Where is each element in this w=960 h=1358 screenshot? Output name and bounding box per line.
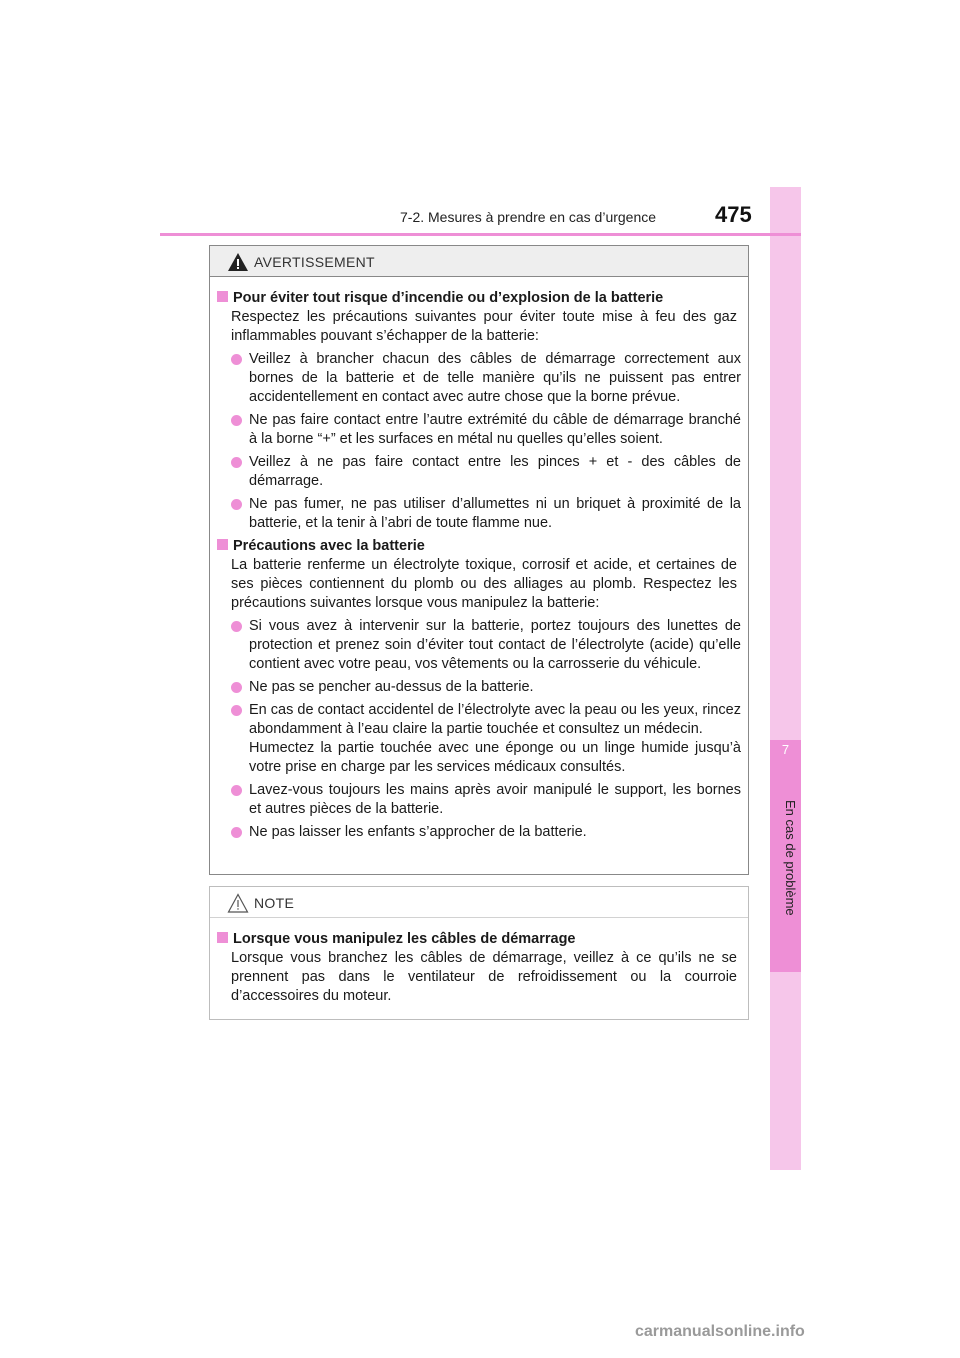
bullet-dot-icon — [231, 705, 242, 716]
square-bullet-icon — [217, 932, 228, 943]
header-rule — [160, 233, 801, 236]
section-text: Lorsque vous branchez les câbles de démarrage, veillez à ce qu’ils ne se prennent pas dans le ventilateur de refroidissement ou la courroie d’accessoires du moteur. — [231, 950, 737, 1004]
bullet-dot-icon — [231, 499, 242, 510]
section-title: 7-2. Mesures à prendre en cas d’urgence — [400, 209, 657, 225]
square-bullet-icon — [217, 291, 228, 302]
bullet-dot-icon — [231, 621, 242, 632]
chapter-label: En cas de problème — [783, 800, 798, 916]
bullet-dot-icon — [231, 785, 242, 796]
list-item-text: Ne pas laisser les enfants s’approcher de la batterie. — [249, 824, 587, 840]
warning-box — [209, 245, 749, 875]
note-header — [210, 887, 748, 918]
list-item-text-main: En cas de contact accidentel de l’électrolyte avec la peau ou les yeux, rincez abondamment à l’eau claire la partie touchée et consultez un médecin. — [249, 702, 741, 737]
note-box — [209, 886, 749, 1020]
note-title: NOTE — [254, 895, 295, 911]
page-number: 475 — [715, 202, 752, 227]
warning-title: AVERTISSEMENT — [254, 254, 375, 270]
bullet-dot-icon — [231, 415, 242, 426]
section-heading-text: Lorsque vous manipulez les câbles de démarrage — [233, 931, 576, 947]
list-item-text: Si vous avez à intervenir sur la batterie, portez toujours des lunettes de protection et prenez soin d’éviter tout contact de l’électrolyte (acide) qu’elle contient avec votre peau, vos vêtements ou la carrosserie du véhicule. — [249, 618, 741, 672]
section-heading-text: Précautions avec la batterie — [233, 538, 425, 554]
list-item — [231, 411, 741, 449]
note-body — [210, 918, 748, 1006]
bullet-dot-icon — [231, 682, 242, 693]
section-text: Respectez les précautions suivantes pour éviter toute mise à feu des gaz inflammables pouvant s’échapper de la batterie: — [231, 309, 737, 344]
list-item — [231, 617, 741, 674]
list-item — [231, 495, 741, 533]
caution-triangle-outline-icon — [227, 893, 249, 913]
list-item-text — [249, 701, 741, 777]
list-item-text: Ne pas se pencher au-dessus de la batterie. — [249, 679, 534, 695]
bullet-dot-icon — [231, 354, 242, 365]
list-item — [231, 453, 741, 491]
warning-header — [210, 246, 748, 277]
list-item-text: Lavez-vous toujours les mains après avoir manipulé le support, les bornes et autres pièces de la batterie. — [249, 782, 741, 817]
section-heading — [217, 537, 741, 556]
list-item-text-extra: Humectez la partie touchée avec une éponge ou un linge humide jusqu’à votre prise en charge par les services médicaux consultés. — [249, 740, 741, 775]
list-item-text: Veillez à brancher chacun des câbles de démarrage correctement aux bornes de la batterie et de telle manière qu’ils ne puissent pas entrer accidentellement en contact avec autre chose que la borne prévue. — [249, 351, 741, 405]
list-item-text: Ne pas fumer, ne pas utiliser d’allumettes ni un briquet à proximité de la batterie, et la tenir à l’abri de toute flamme nue. — [249, 496, 741, 531]
list-item — [231, 701, 741, 777]
watermark: carmanualsonline.info — [635, 1323, 805, 1340]
section-heading — [217, 930, 741, 949]
warning-triangle-icon — [227, 252, 249, 272]
bullet-dot-icon — [231, 457, 242, 468]
list-item — [231, 781, 741, 819]
chapter-side-tab — [770, 187, 801, 1170]
warning-body — [210, 277, 748, 842]
section-text: La batterie renferme un électrolyte toxique, corrosif et acide, et certaines de ses pièces contiennent du plomb ou des alliages au plomb. Respectez les précautions suivantes lorsque vous manipulez la batterie: — [231, 557, 737, 611]
list-item-text: Veillez à ne pas faire contact entre les pinces + et - des câbles de démarrage. — [249, 454, 741, 489]
section-heading-text: Pour éviter tout risque d’incendie ou d’explosion de la batterie — [233, 290, 664, 306]
square-bullet-icon — [217, 539, 228, 550]
chapter-number: 7 — [781, 742, 790, 757]
list-item — [231, 823, 741, 842]
list-item-text: Ne pas faire contact entre l’autre extrémité du câble de démarrage branché à la borne “+” et les surfaces en métal nu quelles qu’elles soient. — [249, 412, 741, 447]
section-heading — [217, 289, 741, 308]
list-item — [231, 678, 741, 697]
list-item — [231, 350, 741, 407]
bullet-dot-icon — [231, 827, 242, 838]
